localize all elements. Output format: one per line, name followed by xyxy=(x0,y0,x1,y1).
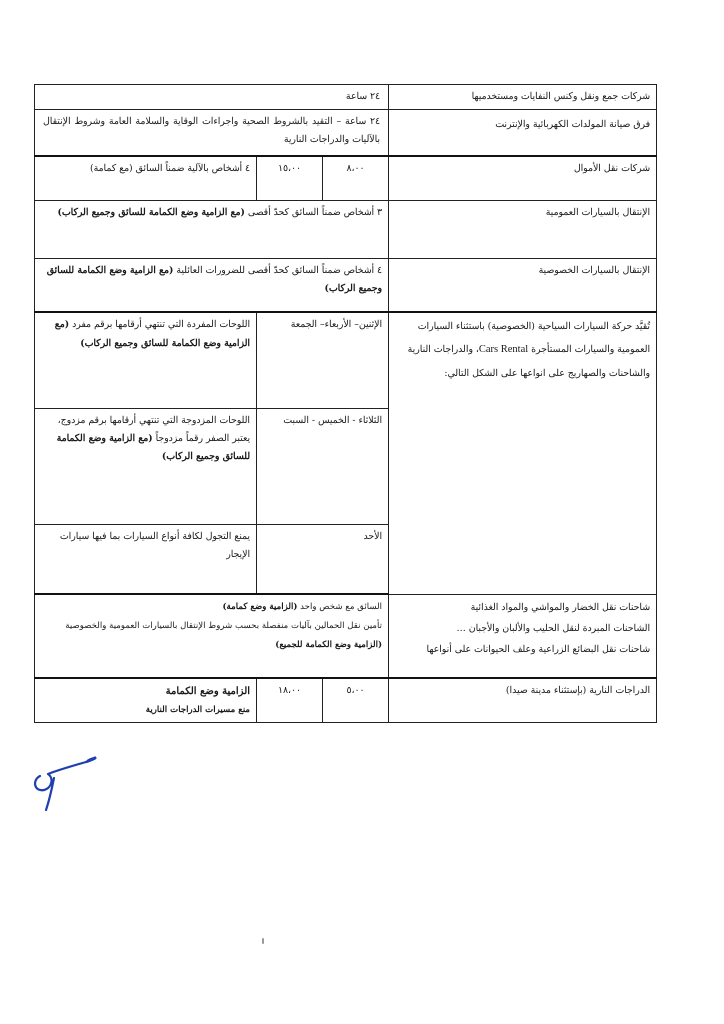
row1-hours: ٢٤ ساعة xyxy=(35,85,388,110)
row7-from-time: ٥،٠٠ xyxy=(323,678,389,722)
row5-rule-sunday xyxy=(35,524,257,594)
row7-rule xyxy=(35,678,257,722)
row4-rule-bold: (مع الزامية وضع الكمامة للسائق وجميع الركاب) xyxy=(46,264,383,294)
row6-category xyxy=(389,594,657,678)
row6-category-line3: شاحنات نقل البضائع الزراعية وعلف الحيوانات على أنواعها xyxy=(426,643,651,655)
row5-rule-sunday-plain: يمنع التجول لكافة أنواع السيارات بما فيها سيارات الإيجار xyxy=(59,530,251,560)
table-row xyxy=(35,678,657,722)
row6-rule2-bold: (الزامية وضع الكمامة للجميع) xyxy=(275,640,383,651)
row5-rule-even-plain: اللوحات المزدوجة التي تنتهي أرقامها برقم مزدوج، يعتبر الصفر رقماً مزدوجاً xyxy=(57,414,251,444)
row5-days-even: الثلاثاء - الخميس - السبت xyxy=(257,408,389,524)
regulations-table xyxy=(34,84,657,723)
row6-rule-line2 xyxy=(41,617,382,655)
row6-category-line2: الشاحنات المبردة لنقل الحليب والألبان والأجبان … xyxy=(456,622,651,634)
table-row xyxy=(35,85,657,157)
row5-category-text-b: ، والدراجات النارية والشاحنات والصهاريج على انواعها على الشكل التالي: xyxy=(407,344,651,379)
row2-category: شركات نقل الأموال xyxy=(389,156,657,200)
row7-rule-line1: الزامية وضع الكمامة xyxy=(165,686,251,698)
row5-rule-even-bold: (مع الزامية وضع الكمامة للسائق وجميع الركاب) xyxy=(56,433,251,463)
row6-rule-line1 xyxy=(41,598,382,617)
row3-rule-plain: ٣ أشخاص ضمناً السائق كحدّ أقصى xyxy=(247,206,383,218)
row7-category: الدراجات النارية (بإستثناء مدينة صيدا) xyxy=(389,678,657,722)
row4-rule xyxy=(35,258,389,312)
page-speck xyxy=(262,938,264,944)
row2-from-time: ٨،٠٠ xyxy=(323,156,389,200)
row7-rule-line2: منع مسيرات الدراجات النارية xyxy=(145,704,251,715)
row1-category-cell xyxy=(389,85,657,157)
row5-rule-even xyxy=(35,408,257,524)
row1-detail-cell xyxy=(35,85,389,157)
row6-rule1-plain: السائق مع شخص واحد xyxy=(300,602,383,613)
row2-rule xyxy=(35,156,257,200)
row1-category-line2: فرق صيانة المولدات الكهربائية والإنترنت xyxy=(495,119,651,131)
row6-rule xyxy=(35,594,389,678)
table-row xyxy=(35,312,657,408)
row4-category: الإنتقال بالسيارات الخصوصية xyxy=(389,258,657,312)
row5-rule-odd-bold: (مع الزامية وضع الكمامة للسائق وجميع الركاب) xyxy=(54,319,251,349)
row2-to-time: ١٥،٠٠ xyxy=(257,156,323,200)
row5-rule-odd-plain: اللوحات المفردة التي تنتهي أرقامها برقم مفرد xyxy=(72,319,251,331)
row1-category-line1: شركات جمع ونقل وكنس النفايات ومستخدميها xyxy=(389,85,656,110)
row3-category: الإنتقال بالسيارات العمومية xyxy=(389,200,657,258)
row6-category-line1: شاحنات نقل الخضار والمواشي والمواد الغذائية xyxy=(470,601,651,613)
row7-to-time: ١٨،٠٠ xyxy=(257,678,323,722)
row5-days-sunday: الأحد xyxy=(257,524,389,594)
table-row xyxy=(35,258,657,312)
row2-rule-text: ٤ أشخاص بالآلية ضمناً السائق (مع كمامة) xyxy=(89,163,251,175)
row1-conditions: ٢٤ ساعة – التقيد بالشروط الصحية واجراءات الوقاية والسلامة العامة وشروط الإنتقال بالآليات والدراجات النارية xyxy=(43,116,381,146)
row4-rule-plain: ٤ أشخاص ضمناً السائق كحدّ أقصى للضرورات العائلية xyxy=(176,264,383,276)
signature-mark xyxy=(28,756,98,816)
row5-rule-odd xyxy=(35,312,257,408)
row5-days-odd: الإثنين– الأربعاء– الجمعة xyxy=(257,312,389,408)
row5-category-text-a: تُقيَّد حركة السيارات السياحية (الخصوصية) باستثناء السيارات العمومية والسيارات المستأجرة xyxy=(417,321,651,356)
row6-rule1-bold: (الزامية وضع كمامة) xyxy=(222,602,298,613)
row3-rule-bold: (مع الزامية وضع الكمامة للسائق وجميع الركاب) xyxy=(57,206,245,218)
row6-rule2-plain: تأمين نقل الحمالين بآليات منفصلة بحسب شروط الإنتقال بالسيارات العمومية والخصوصية xyxy=(65,621,383,632)
row5-cars-rental: Cars Rental xyxy=(478,344,529,356)
table-row xyxy=(35,594,657,678)
table-row xyxy=(35,200,657,258)
row5-category xyxy=(389,312,657,594)
table-row xyxy=(35,156,657,200)
row3-rule xyxy=(35,200,389,258)
